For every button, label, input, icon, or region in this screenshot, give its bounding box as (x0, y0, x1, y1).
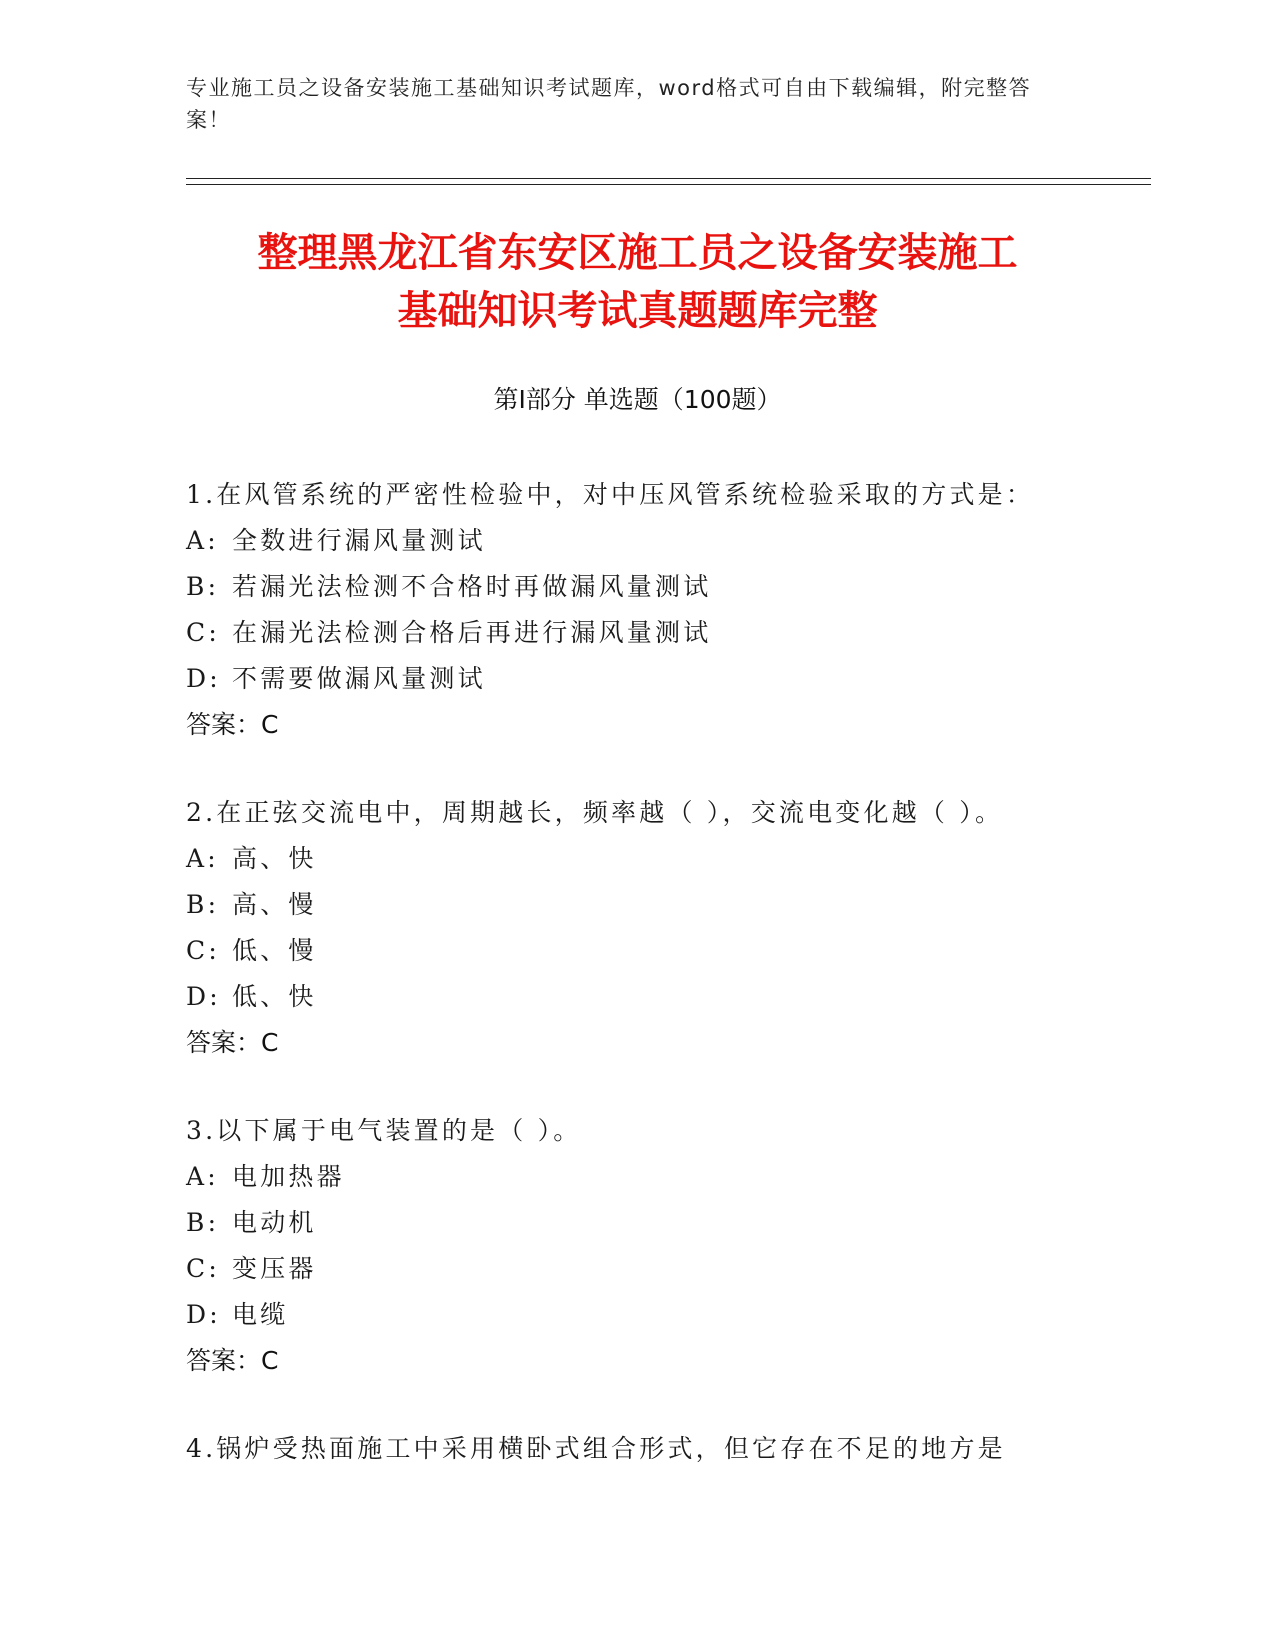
option-text: 若漏光法检测不合格时再做漏风量测试 (232, 572, 712, 601)
option-text: 电缆 (232, 1300, 289, 1329)
option-c (186, 1246, 1126, 1292)
document-title-line-1: 整理黑龙江省东安区施工员之设备安装施工 (257, 230, 1018, 276)
option-c (186, 610, 1126, 656)
question-stem: 2.在正弦交流电中，周期越长，频率越（ ），交流电变化越（ ）。 (186, 798, 1004, 827)
option-text: 低、慢 (232, 936, 317, 965)
option-key: B: (186, 1208, 220, 1237)
section-heading: 第Ⅰ部分 单选题（100题） (493, 385, 782, 414)
option-key: B: (186, 890, 220, 919)
document-title-line-2: 基础知识考试真题题库完整 (397, 288, 878, 334)
question-stem: 1.在风管系统的严密性检验中，对中压风管系统检验采取的方式是： (186, 480, 1035, 509)
option-text: 高、快 (232, 844, 317, 873)
option-text: 高、慢 (232, 890, 317, 919)
option-a (186, 1154, 1126, 1200)
answer-line: 答案：C (186, 1346, 279, 1375)
header-rule-top (186, 178, 1151, 179)
option-c (186, 928, 1126, 974)
answer-line: 答案：C (186, 710, 279, 739)
option-d (186, 656, 1126, 702)
option-a (186, 518, 1126, 564)
option-d (186, 974, 1126, 1020)
option-b (186, 1200, 1126, 1246)
option-key: C: (186, 618, 220, 647)
option-key: A: (186, 1162, 219, 1191)
option-key: C: (186, 1254, 220, 1283)
option-b (186, 882, 1126, 928)
option-key: C: (186, 936, 220, 965)
question-3 (186, 1108, 1126, 1384)
option-b (186, 564, 1126, 610)
option-text: 在漏光法检测合格后再进行漏风量测试 (232, 618, 712, 647)
option-key: D: (186, 1300, 221, 1329)
question-1 (186, 472, 1126, 748)
option-text: 电加热器 (232, 1162, 345, 1191)
answer-line: 答案：C (186, 1028, 279, 1057)
option-key: B: (186, 572, 220, 601)
option-text: 不需要做漏风量测试 (232, 664, 486, 693)
document-title (120, 224, 1155, 340)
option-key: A: (186, 844, 219, 873)
option-a (186, 836, 1126, 882)
option-text: 电动机 (232, 1208, 317, 1237)
header-rule-bottom (186, 184, 1151, 185)
option-key: A: (186, 526, 219, 555)
option-text: 低、快 (232, 982, 317, 1011)
header-note: 专业施工员之设备安装施工基础知识考试题库，word格式可自由下载编辑，附完整答案！ (186, 76, 1032, 132)
option-key: D: (186, 982, 221, 1011)
question-2 (186, 790, 1126, 1066)
option-text: 变压器 (232, 1254, 317, 1283)
option-text: 全数进行漏风量测试 (232, 526, 486, 555)
question-stem: 4.锅炉受热面施工中采用横卧式组合形式，但它存在不足的地方是 (186, 1434, 1006, 1463)
option-d (186, 1292, 1126, 1338)
question-stem: 3.以下属于电气装置的是（ ）。 (186, 1116, 582, 1145)
option-key: D: (186, 664, 221, 693)
question-4 (186, 1426, 1126, 1472)
